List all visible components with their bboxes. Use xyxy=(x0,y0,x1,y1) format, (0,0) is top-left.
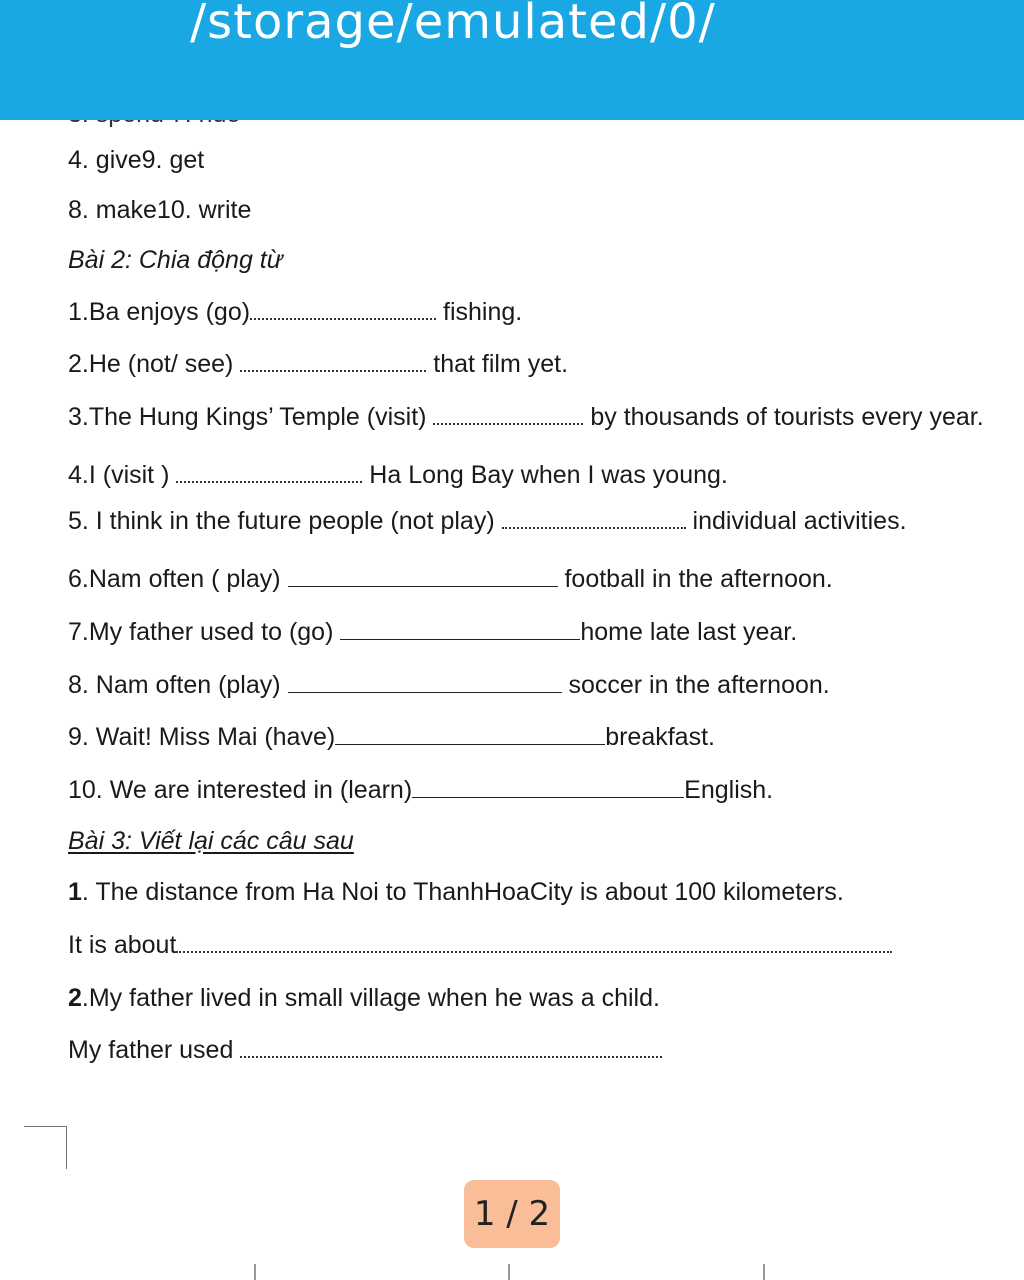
answer-blank[interactable] xyxy=(412,779,684,798)
vocab-line: 8. make10. write xyxy=(68,196,252,224)
answer-blank[interactable] xyxy=(176,463,362,483)
item-text: fishing. xyxy=(436,298,523,326)
item-text: individual activities. xyxy=(685,507,907,535)
exercise-item-10 xyxy=(68,776,773,805)
exercise-item-2 xyxy=(68,350,568,379)
item-text: by thousands of tourists every year. xyxy=(583,403,984,431)
answer-blank[interactable] xyxy=(502,509,686,529)
item-text: 2.He (not/ see) xyxy=(68,350,241,378)
section-3-title: Bài 3: Viết lại các câu sau xyxy=(68,827,354,855)
item-text: 5. I think in the future people (not play) xyxy=(68,507,502,535)
answer-blank[interactable] xyxy=(250,300,436,320)
item-text: 9. Wait! Miss Mai (have) xyxy=(68,723,336,751)
path-header-bar xyxy=(0,0,1024,120)
item-text: soccer in the afternoon. xyxy=(561,671,830,699)
item-text: .My father lived in small village when he was a child. xyxy=(81,984,660,1012)
item-text: It is about xyxy=(68,931,177,959)
item-text: home late last year. xyxy=(580,618,798,646)
answer-blank[interactable] xyxy=(288,568,558,587)
exercise-item-8 xyxy=(68,671,830,700)
file-path-title: /storage/emulated/0/ xyxy=(190,0,716,50)
item-text: . The distance from Ha Noi to ThanhHoaCity is about 100 kilometers. xyxy=(81,878,844,906)
item-number: 2 xyxy=(68,984,82,1012)
answer-blank[interactable] xyxy=(433,405,583,425)
rewrite-sentence-1 xyxy=(68,878,844,907)
rewrite-prompt-2 xyxy=(68,1036,662,1065)
page-indicator[interactable]: 1 / 2 xyxy=(464,1180,560,1248)
exercise-item-3 xyxy=(68,403,984,432)
exercise-item-9 xyxy=(68,723,715,752)
page-edge-tick xyxy=(508,1264,510,1280)
item-text: that film yet. xyxy=(426,350,569,378)
answer-blank[interactable] xyxy=(288,674,562,693)
item-text: 10. We are interested in (learn) xyxy=(68,776,413,804)
item-text: 1.Ba enjoys (go) xyxy=(68,298,251,326)
page-edge-tick xyxy=(254,1264,256,1280)
page-corner-mark xyxy=(24,1126,67,1169)
vocab-line: 4. give9. get xyxy=(68,146,205,174)
exercise-item-6 xyxy=(68,565,833,594)
answer-blank[interactable] xyxy=(240,352,426,372)
answer-blank[interactable] xyxy=(240,1038,662,1058)
rewrite-sentence-2 xyxy=(68,984,660,1013)
answer-blank[interactable] xyxy=(340,621,580,640)
exercise-item-7 xyxy=(68,618,797,647)
exercise-item-1 xyxy=(68,298,522,327)
section-2-title: Bài 2: Chia động từ xyxy=(68,246,283,274)
answer-blank[interactable] xyxy=(335,726,605,745)
item-text: breakfast. xyxy=(605,723,715,751)
answer-blank[interactable] xyxy=(176,933,892,953)
exercise-item-4 xyxy=(68,461,728,490)
item-text: 4.I (visit ) xyxy=(68,461,177,489)
item-text: football in the afternoon. xyxy=(557,565,833,593)
rewrite-prompt-1 xyxy=(68,931,892,960)
item-number: 1 xyxy=(68,878,82,906)
page-edge-tick xyxy=(763,1264,765,1280)
item-text: 3.The Hung Kings’ Temple (visit) xyxy=(68,403,434,431)
item-text: English. xyxy=(684,776,774,804)
item-text: My father used xyxy=(68,1036,241,1064)
item-text: 8. Nam often (play) xyxy=(68,671,288,699)
exercise-item-5 xyxy=(68,507,907,536)
item-text: Ha Long Bay when I was young. xyxy=(362,461,728,489)
item-text: 7.My father used to (go) xyxy=(68,618,341,646)
item-text: 6.Nam often ( play) xyxy=(68,565,288,593)
